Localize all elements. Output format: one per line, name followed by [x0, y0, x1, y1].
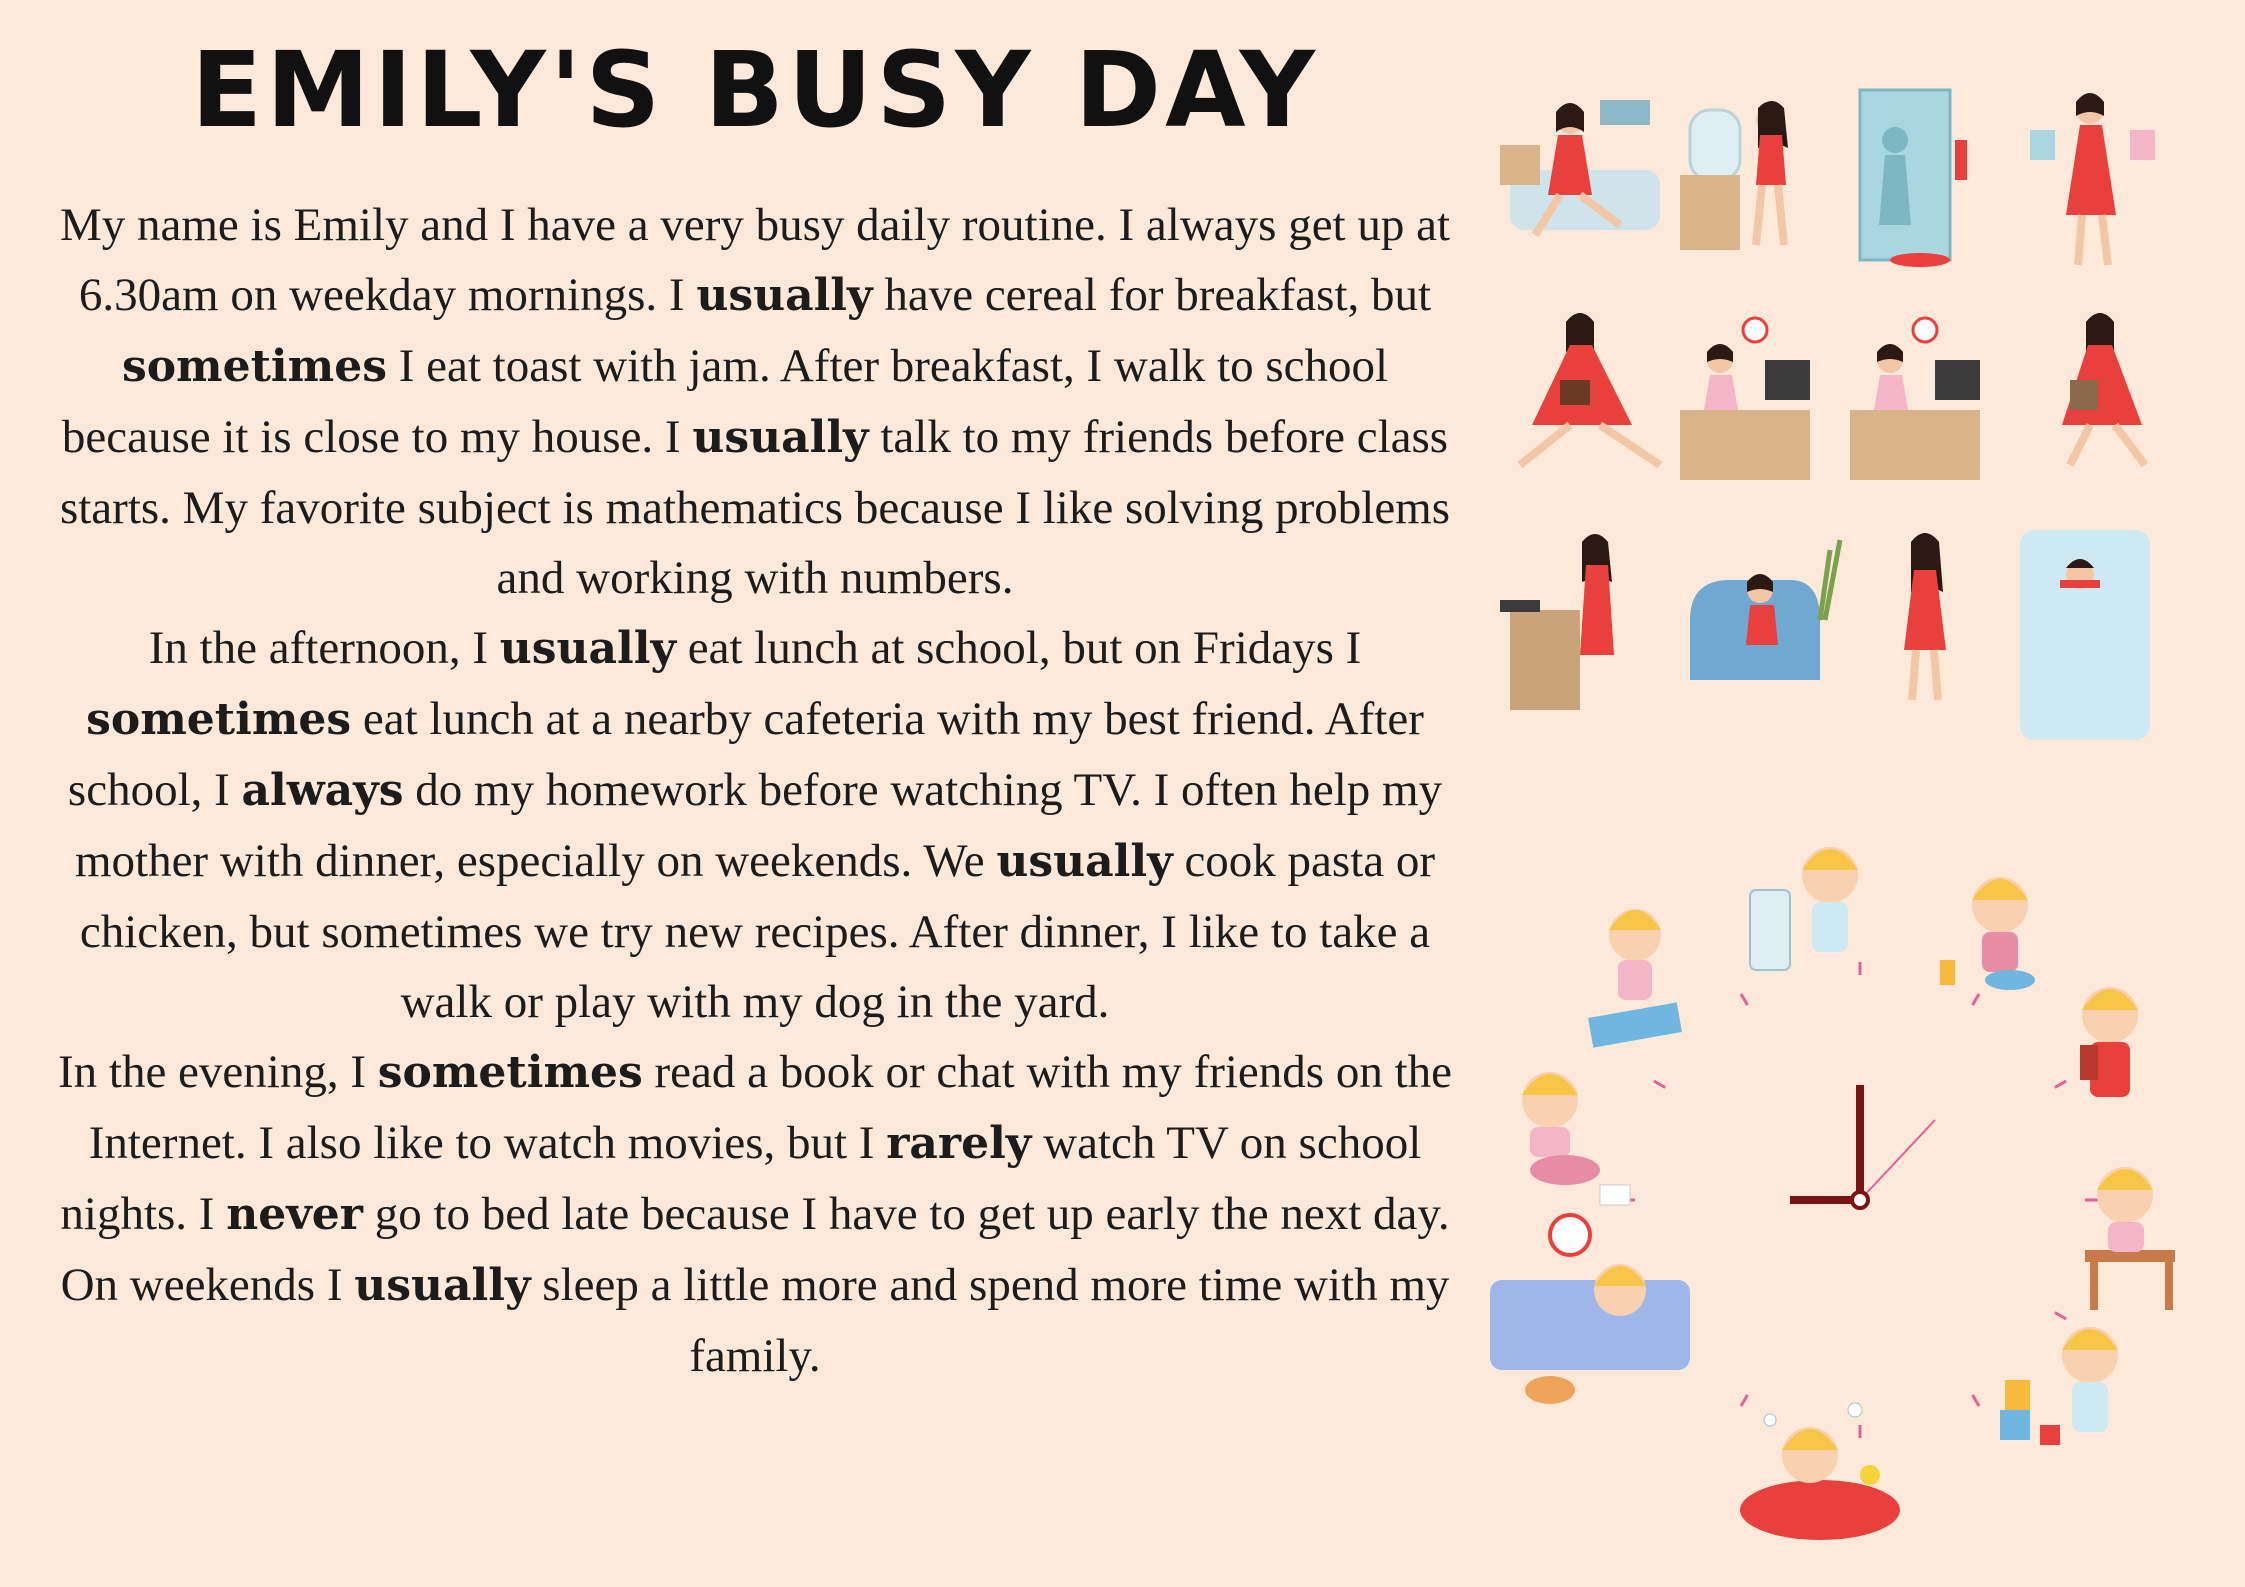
story-text-segment: have cereal for breakfast, but [872, 269, 1432, 321]
story-text-segment: In the evening, I [57, 1046, 378, 1098]
frequency-adverb: never [226, 1189, 363, 1240]
kid-brushing-teeth-icon [1750, 847, 1858, 970]
clock-tick [2055, 1081, 2066, 1088]
frequency-adverb: rarely [886, 1118, 1032, 1169]
clock-tick [1973, 994, 1980, 1005]
routine-illustration-grid [1490, 80, 2210, 760]
clock-tick [1654, 1081, 1665, 1088]
showering-icon [1860, 90, 1967, 267]
getting-ready-for-bed-icon [1904, 533, 1946, 700]
clock-tick [2055, 1313, 2066, 1320]
frequency-adverb: usually [996, 836, 1173, 887]
story-text [55, 190, 1455, 1391]
clock-second-hand [1860, 1120, 1935, 1200]
page-title: EMILY'S BUSY DAY [191, 29, 1319, 151]
kid-eating-breakfast-icon [1940, 877, 2035, 990]
kid-routine-clock [1490, 840, 2210, 1570]
story-text-segment: sleep a little more and spend more time with my family. [530, 1259, 1450, 1382]
story-text-segment: read a book or chat with my friends on the Internet. I also like to watch movies, but I [88, 1046, 1452, 1169]
working-at-desk-icon [1680, 318, 1810, 480]
clock-tick [1741, 994, 1748, 1005]
clock-tick [1973, 1395, 1980, 1406]
story-text-segment: watch TV on school nights. I [60, 1117, 1422, 1240]
kid-going-to-school-icon [2080, 987, 2138, 1097]
story-text-segment: eat lunch at school, but on Fridays I [676, 622, 1362, 674]
kid-exercising-icon [1588, 909, 1682, 1048]
story-text-segment: eat lunch at a nearby cafeteria with my best friend. After school, I [67, 693, 1424, 816]
frequency-adverb: sometimes [377, 1047, 643, 1098]
story-text-segment: I eat toast with jam. After breakfast, I walk to school because it is close to my house. I [61, 340, 1389, 463]
frequency-adverb: usually [354, 1260, 531, 1311]
relaxing-in-chair-icon [1690, 540, 1840, 680]
frequency-adverb: usually [692, 412, 869, 463]
clock-tick [1741, 1395, 1748, 1406]
story-text-segment: do my homework before watching TV. I often help my mother with dinner, especially on weekends. We [74, 764, 1443, 887]
walking-home-icon [2062, 313, 2145, 465]
story-text-segment: My name is Emily and I have a very busy daily routine. I always get up at 6.30am on weekday mornings. I [59, 199, 1451, 321]
frequency-adverb: sometimes [121, 341, 387, 392]
story-text-segment: go to bed late because I have to get up early the next day. On weekends I [60, 1188, 1450, 1311]
kid-bathing-icon [1740, 1403, 1900, 1540]
brushing-teeth-icon [1680, 101, 1788, 250]
choosing-clothes-icon [2030, 93, 2155, 265]
walking-to-work-icon [1520, 313, 1660, 465]
frequency-adverb: usually [696, 270, 873, 321]
working-at-desk-icon [1850, 318, 1980, 480]
waking-up-icon [1500, 100, 1660, 235]
kid-using-potty-icon [1522, 1072, 1630, 1205]
kid-playing-with-blocks-icon [2000, 1327, 2118, 1445]
story-text-segment: talk to my friends before class starts. My favorite subject is mathematics because I like solving problems and working with numbers. [59, 411, 1451, 604]
story-paragraph [55, 613, 1455, 1037]
story-paragraph [55, 1037, 1455, 1391]
story-text-segment: cook pasta or chicken, but sometimes we try new recipes. After dinner, I like to take a walk or play with my dog in the yard. [79, 835, 1436, 1028]
frequency-adverb: sometimes [86, 694, 352, 745]
story-paragraph [55, 190, 1455, 613]
story-text-segment: In the afternoon, I [148, 622, 500, 674]
kid-studying-icon [2085, 1167, 2175, 1310]
frequency-adverb: always [241, 765, 404, 816]
kid-sleeping-icon [1490, 1215, 1690, 1404]
sleeping-icon [2020, 530, 2150, 740]
frequency-adverb: usually [499, 623, 677, 674]
cooking-icon [1500, 534, 1614, 710]
